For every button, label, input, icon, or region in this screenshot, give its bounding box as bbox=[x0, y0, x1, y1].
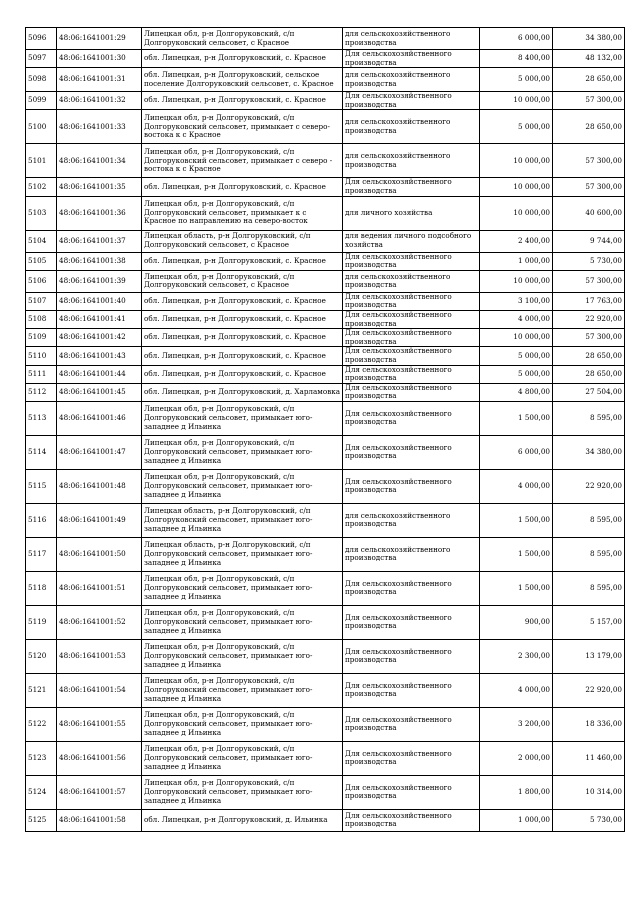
permitted-use-cell: Для сельскохозяйственного производства bbox=[343, 92, 480, 110]
cadastral-value-cell: 5 730,00 bbox=[553, 252, 625, 270]
cadastral-number-cell: 48:06:1641001:32 bbox=[57, 92, 142, 110]
cadastral-number-cell: 48:06:1641001:55 bbox=[57, 707, 142, 741]
cadastral-number-cell: 48:06:1641001:35 bbox=[57, 178, 142, 196]
address-cell: обл. Липецкая, р-н Долгоруковский, д. Ильинка bbox=[142, 809, 343, 831]
table-row bbox=[26, 775, 625, 809]
permitted-use-cell: Для сельскохозяйственного производства bbox=[343, 310, 480, 328]
permitted-use-cell: для сельскохозяйственного производства bbox=[343, 270, 480, 292]
cadastral-value-cell: 28 650,00 bbox=[553, 365, 625, 383]
cadastral-number-cell: 48:06:1641001:31 bbox=[57, 68, 142, 92]
table-row bbox=[26, 383, 625, 401]
permitted-use-cell: Для сельскохозяйственного производства bbox=[343, 775, 480, 809]
cadastral-value-cell: 22 920,00 bbox=[553, 673, 625, 707]
address-cell: обл. Липецкая, р-н Долгоруковский, с. Красное bbox=[142, 252, 343, 270]
area-cell: 10 000,00 bbox=[480, 178, 553, 196]
table-row bbox=[26, 144, 625, 178]
cadastral-number-cell: 48:06:1641001:53 bbox=[57, 639, 142, 673]
area-cell: 10 000,00 bbox=[480, 329, 553, 347]
area-cell: 2 000,00 bbox=[480, 741, 553, 775]
permitted-use-cell: для ведения личного подсобного хозяйства bbox=[343, 230, 480, 252]
address-cell: Липецкая обл, р-н Долгоруковский, с/п Долгоруковский сельсовет, примыкает юго-западнее д Ильинка bbox=[142, 741, 343, 775]
cadastral-value-cell: 17 763,00 bbox=[553, 292, 625, 310]
area-cell: 1 500,00 bbox=[480, 401, 553, 435]
area-cell: 2 300,00 bbox=[480, 639, 553, 673]
plot-number-cell: 5108 bbox=[26, 310, 57, 328]
table-body bbox=[26, 28, 625, 832]
table-row bbox=[26, 537, 625, 571]
cadastral-value-cell: 27 504,00 bbox=[553, 383, 625, 401]
plot-number-cell: 5125 bbox=[26, 809, 57, 831]
table-row bbox=[26, 270, 625, 292]
area-cell: 6 000,00 bbox=[480, 435, 553, 469]
cadastral-value-cell: 8 595,00 bbox=[553, 537, 625, 571]
address-cell: обл. Липецкая, р-н Долгоруковский, с. Красное bbox=[142, 329, 343, 347]
area-cell: 5 000,00 bbox=[480, 110, 553, 144]
address-cell: обл. Липецкая, р-н Долгоруковский, д. Харламовка bbox=[142, 383, 343, 401]
permitted-use-cell: Для сельскохозяйственного производства bbox=[343, 639, 480, 673]
plot-number-cell: 5122 bbox=[26, 707, 57, 741]
address-cell: обл. Липецкая, р-н Долгоруковский, с. Красное bbox=[142, 365, 343, 383]
permitted-use-cell: для личного хозяйства bbox=[343, 196, 480, 230]
table-row bbox=[26, 196, 625, 230]
address-cell: Липецкая обл, р-н Долгоруковский, с/п Долгоруковский сельсовет, примыкает юго-западнее д Ильинка bbox=[142, 605, 343, 639]
permitted-use-cell: для сельскохозяйственного производства bbox=[343, 144, 480, 178]
table-row bbox=[26, 347, 625, 365]
plot-number-cell: 5119 bbox=[26, 605, 57, 639]
permitted-use-cell: Для сельскохозяйственного производства bbox=[343, 252, 480, 270]
address-cell: Липецкая обл, р-н Долгоруковский, с/п Долгоруковский сельсовет, с Красное bbox=[142, 270, 343, 292]
area-cell: 6 000,00 bbox=[480, 28, 553, 50]
table-row bbox=[26, 92, 625, 110]
area-cell: 5 000,00 bbox=[480, 365, 553, 383]
plot-number-cell: 5102 bbox=[26, 178, 57, 196]
permitted-use-cell: Для сельскохозяйственного производства bbox=[343, 741, 480, 775]
table-row bbox=[26, 401, 625, 435]
cadastral-number-cell: 48:06:1641001:50 bbox=[57, 537, 142, 571]
table-row bbox=[26, 673, 625, 707]
table-row bbox=[26, 605, 625, 639]
cadastral-value-cell: 34 380,00 bbox=[553, 435, 625, 469]
address-cell: Липецкая обл, р-н Долгоруковский, с/п Долгоруковский сельсовет, примыкает с северо - востока к с Красное bbox=[142, 144, 343, 178]
cadastral-value-cell: 48 132,00 bbox=[553, 50, 625, 68]
area-cell: 3 200,00 bbox=[480, 707, 553, 741]
cadastral-number-cell: 48:06:1641001:36 bbox=[57, 196, 142, 230]
permitted-use-cell: Для сельскохозяйственного производства bbox=[343, 605, 480, 639]
table-row bbox=[26, 329, 625, 347]
area-cell: 3 100,00 bbox=[480, 292, 553, 310]
cadastral-number-cell: 48:06:1641001:38 bbox=[57, 252, 142, 270]
address-cell: Липецкая область, р-н Долгоруковский, с/п Долгоруковский сельсовет, примыкает юго-западнее д Ильинка bbox=[142, 537, 343, 571]
address-cell: обл. Липецкая, р-н Долгоруковский, с. Красное bbox=[142, 92, 343, 110]
cadastral-value-cell: 28 650,00 bbox=[553, 110, 625, 144]
area-cell: 1 500,00 bbox=[480, 571, 553, 605]
permitted-use-cell: для сельскохозяйственного производства bbox=[343, 28, 480, 50]
plot-number-cell: 5104 bbox=[26, 230, 57, 252]
cadastral-value-cell: 10 314,00 bbox=[553, 775, 625, 809]
cadastral-number-cell: 48:06:1641001:54 bbox=[57, 673, 142, 707]
cadastral-number-cell: 48:06:1641001:34 bbox=[57, 144, 142, 178]
area-cell: 10 000,00 bbox=[480, 270, 553, 292]
area-cell: 10 000,00 bbox=[480, 92, 553, 110]
address-cell: обл. Липецкая, р-н Долгоруковский, с. Красное bbox=[142, 347, 343, 365]
cadastral-number-cell: 48:06:1641001:57 bbox=[57, 775, 142, 809]
cadastral-number-cell: 48:06:1641001:44 bbox=[57, 365, 142, 383]
cadastral-number-cell: 48:06:1641001:43 bbox=[57, 347, 142, 365]
plot-number-cell: 5106 bbox=[26, 270, 57, 292]
plot-number-cell: 5096 bbox=[26, 28, 57, 50]
permitted-use-cell: Для сельскохозяйственного производства bbox=[343, 329, 480, 347]
permitted-use-cell: Для сельскохозяйственного производства bbox=[343, 383, 480, 401]
plot-number-cell: 5109 bbox=[26, 329, 57, 347]
cadastral-value-cell: 57 300,00 bbox=[553, 144, 625, 178]
table-row bbox=[26, 68, 625, 92]
table-row bbox=[26, 28, 625, 50]
cadastral-value-cell: 11 460,00 bbox=[553, 741, 625, 775]
table-row bbox=[26, 707, 625, 741]
area-cell: 1 000,00 bbox=[480, 809, 553, 831]
table-row bbox=[26, 110, 625, 144]
permitted-use-cell: для сельскохозяйственного производства bbox=[343, 537, 480, 571]
address-cell: Липецкая область, р-н Долгоруковский, с/п Долгоруковский сельсовет, примыкает юго-западнее д Ильинка bbox=[142, 503, 343, 537]
address-cell: обл. Липецкая, р-н Долгоруковский, с. Красное bbox=[142, 292, 343, 310]
cadastral-value-cell: 57 300,00 bbox=[553, 329, 625, 347]
table-row bbox=[26, 365, 625, 383]
cadastral-value-cell: 8 595,00 bbox=[553, 571, 625, 605]
table-row bbox=[26, 469, 625, 503]
permitted-use-cell: для сельскохозяйственного производства bbox=[343, 110, 480, 144]
address-cell: Липецкая обл, р-н Долгоруковский, с/п Долгоруковский сельсовет, примыкает с северо-востока к с Красное bbox=[142, 110, 343, 144]
area-cell: 1 000,00 bbox=[480, 252, 553, 270]
plot-number-cell: 5116 bbox=[26, 503, 57, 537]
area-cell: 4 800,00 bbox=[480, 383, 553, 401]
cadastral-value-cell: 13 179,00 bbox=[553, 639, 625, 673]
address-cell: обл. Липецкая, р-н Долгоруковский, с. Красное bbox=[142, 178, 343, 196]
plot-number-cell: 5100 bbox=[26, 110, 57, 144]
plot-number-cell: 5103 bbox=[26, 196, 57, 230]
table-row bbox=[26, 639, 625, 673]
table-row bbox=[26, 435, 625, 469]
cadastral-value-cell: 8 595,00 bbox=[553, 401, 625, 435]
cadastral-number-cell: 48:06:1641001:30 bbox=[57, 50, 142, 68]
cadastral-value-cell: 22 920,00 bbox=[553, 310, 625, 328]
cadastral-value-cell: 57 300,00 bbox=[553, 178, 625, 196]
plot-number-cell: 5113 bbox=[26, 401, 57, 435]
cadastral-value-cell: 5 730,00 bbox=[553, 809, 625, 831]
cadastral-number-cell: 48:06:1641001:51 bbox=[57, 571, 142, 605]
cadastral-number-cell: 48:06:1641001:46 bbox=[57, 401, 142, 435]
table-row bbox=[26, 252, 625, 270]
plot-number-cell: 5118 bbox=[26, 571, 57, 605]
cadastral-value-cell: 9 744,00 bbox=[553, 230, 625, 252]
address-cell: Липецкая обл, р-н Долгоруковский, с/п Долгоруковский сельсовет, примыкает к с Красное по направлению на северо-восток bbox=[142, 196, 343, 230]
area-cell: 10 000,00 bbox=[480, 144, 553, 178]
area-cell: 1 500,00 bbox=[480, 503, 553, 537]
cadastral-number-cell: 48:06:1641001:52 bbox=[57, 605, 142, 639]
area-cell: 5 000,00 bbox=[480, 68, 553, 92]
permitted-use-cell: Для сельскохозяйственного производства bbox=[343, 469, 480, 503]
plot-number-cell: 5117 bbox=[26, 537, 57, 571]
permitted-use-cell: Для сельскохозяйственного производства bbox=[343, 435, 480, 469]
permitted-use-cell: Для сельскохозяйственного производства bbox=[343, 292, 480, 310]
area-cell: 1 500,00 bbox=[480, 537, 553, 571]
permitted-use-cell: Для сельскохозяйственного производства bbox=[343, 50, 480, 68]
plot-number-cell: 5114 bbox=[26, 435, 57, 469]
cadastral-value-cell: 18 336,00 bbox=[553, 707, 625, 741]
land-plots-table bbox=[25, 27, 625, 832]
cadastral-number-cell: 48:06:1641001:56 bbox=[57, 741, 142, 775]
area-cell: 5 000,00 bbox=[480, 347, 553, 365]
address-cell: Липецкая обл, р-н Долгоруковский, с/п Долгоруковский сельсовет, с Красное bbox=[142, 28, 343, 50]
cadastral-value-cell: 40 600,00 bbox=[553, 196, 625, 230]
cadastral-value-cell: 28 650,00 bbox=[553, 68, 625, 92]
plot-number-cell: 5123 bbox=[26, 741, 57, 775]
cadastral-number-cell: 48:06:1641001:47 bbox=[57, 435, 142, 469]
cadastral-value-cell: 22 920,00 bbox=[553, 469, 625, 503]
permitted-use-cell: Для сельскохозяйственного производства bbox=[343, 809, 480, 831]
area-cell: 4 000,00 bbox=[480, 310, 553, 328]
cadastral-value-cell: 57 300,00 bbox=[553, 270, 625, 292]
cadastral-number-cell: 48:06:1641001:33 bbox=[57, 110, 142, 144]
address-cell: Липецкая обл, р-н Долгоруковский, с/п Долгоруковский сельсовет, примыкает юго-западнее д Ильинка bbox=[142, 469, 343, 503]
table-row bbox=[26, 50, 625, 68]
permitted-use-cell: для сельскохозяйственного производства bbox=[343, 68, 480, 92]
table-row bbox=[26, 292, 625, 310]
address-cell: обл. Липецкая, р-н Долгоруковский, с. Красное bbox=[142, 50, 343, 68]
cadastral-number-cell: 48:06:1641001:29 bbox=[57, 28, 142, 50]
cadastral-number-cell: 48:06:1641001:39 bbox=[57, 270, 142, 292]
address-cell: Липецкая обл, р-н Долгоруковский, с/п Долгоруковский сельсовет, примыкает юго-западнее д Ильинка bbox=[142, 571, 343, 605]
address-cell: Липецкая обл, р-н Долгоруковский, с/п Долгоруковский сельсовет, примыкает юго-западнее д Ильинка bbox=[142, 775, 343, 809]
plot-number-cell: 5115 bbox=[26, 469, 57, 503]
permitted-use-cell: Для сельскохозяйственного производства bbox=[343, 178, 480, 196]
plot-number-cell: 5097 bbox=[26, 50, 57, 68]
cadastral-value-cell: 57 300,00 bbox=[553, 92, 625, 110]
plot-number-cell: 5112 bbox=[26, 383, 57, 401]
plot-number-cell: 5124 bbox=[26, 775, 57, 809]
cadastral-number-cell: 48:06:1641001:45 bbox=[57, 383, 142, 401]
area-cell: 2 400,00 bbox=[480, 230, 553, 252]
area-cell: 1 800,00 bbox=[480, 775, 553, 809]
cadastral-number-cell: 48:06:1641001:58 bbox=[57, 809, 142, 831]
cadastral-number-cell: 48:06:1641001:37 bbox=[57, 230, 142, 252]
table-row bbox=[26, 741, 625, 775]
address-cell: Липецкая обл, р-н Долгоруковский, с/п Долгоруковский сельсовет, примыкает юго-западнее д Ильинка bbox=[142, 401, 343, 435]
cadastral-number-cell: 48:06:1641001:49 bbox=[57, 503, 142, 537]
area-cell: 8 400,00 bbox=[480, 50, 553, 68]
table-row bbox=[26, 230, 625, 252]
plot-number-cell: 5120 bbox=[26, 639, 57, 673]
cadastral-value-cell: 28 650,00 bbox=[553, 347, 625, 365]
table-row bbox=[26, 310, 625, 328]
plot-number-cell: 5121 bbox=[26, 673, 57, 707]
address-cell: обл. Липецкая, р-н Долгоруковский, сельское поселение Долгоруковский сельсовет, с. Красное bbox=[142, 68, 343, 92]
plot-number-cell: 5099 bbox=[26, 92, 57, 110]
area-cell: 4 000,00 bbox=[480, 673, 553, 707]
plot-number-cell: 5105 bbox=[26, 252, 57, 270]
address-cell: Липецкая обл, р-н Долгоруковский, с/п Долгоруковский сельсовет, примыкает юго-западнее д Ильинка bbox=[142, 639, 343, 673]
permitted-use-cell: Для сельскохозяйственного производства bbox=[343, 707, 480, 741]
cadastral-number-cell: 48:06:1641001:40 bbox=[57, 292, 142, 310]
table-row bbox=[26, 809, 625, 831]
plot-number-cell: 5107 bbox=[26, 292, 57, 310]
cadastral-number-cell: 48:06:1641001:42 bbox=[57, 329, 142, 347]
address-cell: Липецкая обл, р-н Долгоруковский, с/п Долгоруковский сельсовет, примыкает юго-западнее д Ильинка bbox=[142, 707, 343, 741]
address-cell: обл. Липецкая, р-н Долгоруковский, с. Красное bbox=[142, 310, 343, 328]
plot-number-cell: 5098 bbox=[26, 68, 57, 92]
area-cell: 900,00 bbox=[480, 605, 553, 639]
area-cell: 10 000,00 bbox=[480, 196, 553, 230]
cadastral-value-cell: 34 380,00 bbox=[553, 28, 625, 50]
permitted-use-cell: для сельскохозяйственного производства bbox=[343, 503, 480, 537]
address-cell: Липецкая область, р-н Долгоруковский, с/п Долгоруковский сельсовет, с Красное bbox=[142, 230, 343, 252]
address-cell: Липецкая обл, р-н Долгоруковский, с/п Долгоруковский сельсовет, примыкает юго-западнее д Ильинка bbox=[142, 435, 343, 469]
cadastral-number-cell: 48:06:1641001:41 bbox=[57, 310, 142, 328]
permitted-use-cell: Для сельскохозяйственного производства bbox=[343, 401, 480, 435]
plot-number-cell: 5110 bbox=[26, 347, 57, 365]
area-cell: 4 000,00 bbox=[480, 469, 553, 503]
permitted-use-cell: Для сельскохозяйственного производства bbox=[343, 673, 480, 707]
address-cell: Липецкая обл, р-н Долгоруковский, с/п Долгоруковский сельсовет, примыкает юго-западнее д Ильинка bbox=[142, 673, 343, 707]
permitted-use-cell: Для сельскохозяйственного производства bbox=[343, 347, 480, 365]
permitted-use-cell: Для сельскохозяйственного производства bbox=[343, 571, 480, 605]
cadastral-value-cell: 5 157,00 bbox=[553, 605, 625, 639]
table-row bbox=[26, 503, 625, 537]
plot-number-cell: 5101 bbox=[26, 144, 57, 178]
table-row bbox=[26, 571, 625, 605]
cadastral-number-cell: 48:06:1641001:48 bbox=[57, 469, 142, 503]
cadastral-value-cell: 8 595,00 bbox=[553, 503, 625, 537]
plot-number-cell: 5111 bbox=[26, 365, 57, 383]
permitted-use-cell: Для сельскохозяйственного производства bbox=[343, 365, 480, 383]
table-row bbox=[26, 178, 625, 196]
